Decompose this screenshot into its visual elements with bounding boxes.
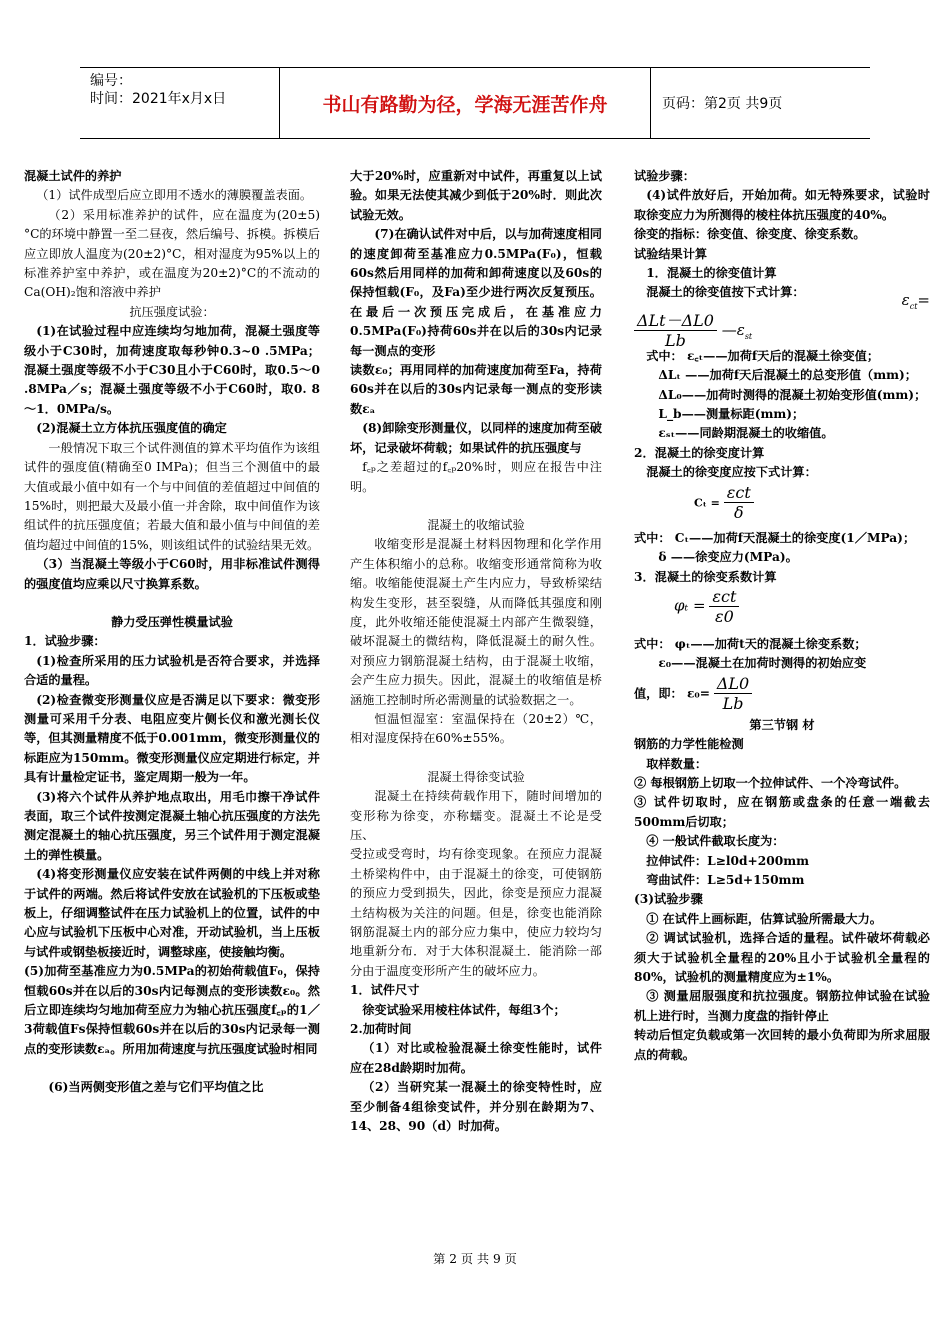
paragraph: ③ 试件切取时，应在钢筋或盘条的任意一端截去500mm后切取； [634,795,930,829]
formula-creep-value: $\frac{\text{ΔLt－ΔL0}}{Lb}$ $—\varepsilon_{st}$ $\varepsilon_{ct}=$ [634,305,930,347]
paragraph: 3．混凝土的徐变系数计算 [634,569,777,584]
paragraph: 混凝土的徐变度应按下式计算： [646,465,817,480]
paragraph: 试验结果计算 [634,246,708,261]
paragraph: L_b——测量标距(mm)； [658,407,805,422]
paragraph: 混凝土在持续荷载作用下，随时间增加的变形称为徐变，亦称蠕变。混凝土不论是受压、 [350,789,602,842]
paragraph: 徐变的指标：徐变值、徐变度、徐变系数。 [634,227,866,242]
formula-lhs: 值，即： ε₀= [634,686,710,701]
paragraph: 拉伸试件：L≥l0d+200mm [646,853,809,868]
paragraph: ① 在试件上画标距，估算试验所需最大力。 [646,911,882,926]
spacer [24,594,320,613]
paragraph: 试验步骤： [634,169,695,183]
paragraph: ③ 测量屈服强度和抗拉强度。钢筋拉伸试验在试验机上进行时，当测力度盘的指针停止 [634,989,930,1023]
paragraph: ε₀——混凝土在加荷时测得的初始应变 [658,656,867,671]
paragraph: 式中： ε꜀ₜ——加荷f天后的混凝土徐变值； [646,348,880,363]
paragraph: 1．试件尺寸 [350,983,420,998]
paragraph: 1．试验步骤： [24,634,106,649]
fraction-creep-degree [724,483,754,523]
column-1 [24,167,320,1098]
paragraph: 第三节钢 材 [749,717,815,732]
paragraph: 徐变试验采用棱柱体试件，每组3个； [362,1002,566,1017]
formula-numerator: ΔL0 [714,674,752,694]
paragraph: （2）采用标准养护的试件，应在温度为(20±5)°C的环境中静置一至二昼夜，然后编号、拆模。拆模后应立即放人温度为(20±2)°C，相对湿度为95%以上的标准养护室中养护，或在温度为20±2)°C的不流动的Ca(OH)₂饱和溶液中养护 [24,207,320,300]
paragraph: (2)检查微变形测量仪应是否满足以下要求：微变形测量可采用千分表、电阻应变片侧长仪和激光测长仪等，但其测量精度不低于0.001mm，微变形测量仪的标距应为150mm。微变形测量仪应定期进行标定，并具有计量检定证书，鉴定周期一般为一年。 [24,692,320,785]
paragraph: (3)将六个试件从养护地点取出，用毛巾擦干净试件表面，取三个试件按测定混凝土轴心抗压强度的方法先测定混凝土的轴心抗压强度，另三个试件用于测定混凝土的弹性模量。 [24,789,320,862]
formula-lhs: φₜ = [674,596,706,615]
formula-initial-strain [634,674,930,716]
paragraph: δ ——徐变应力(MPa)。 [658,550,798,565]
formula-lhs: Cₜ = [694,496,720,510]
paragraph: 一般情况下取三个试件测值的算术平均值作为该组试件的强度值(精确至0 IMPa)；但当三个测值中的最大值或最小值中如有一个与中间值的差值超过中间值的15%时，则把最大及最小值一并舍除，取中间值作为该组试件的抗压强度值；若最大值和最小值与中间值的差值均超过中间值的15%，则该组试件的试验结果无效。 [24,440,320,552]
paragraph: 静力受压弹性模量试验 [111,614,233,629]
paragraph: 2．混凝土的徐变度计算 [634,445,765,460]
time-label: 时间：2021年x月x日 [90,91,227,107]
fraction-initial-strain [714,674,752,714]
paragraph: f꜀ₚ之差超过的f꜀ₚ20%时，则应在报告中注明。 [350,460,602,494]
formula-tail: —ε [721,320,745,339]
paragraph: 式中： Cₜ——加荷f天混凝土的徐变度(1／MPa)； [634,530,916,545]
paragraph: （2）当研究某一混凝土的徐变特性时，应至少制备4组徐变试件，并分别在龄期为7、14、28、90（d）时加荷。 [350,1080,602,1134]
paragraph: （1）试件成型后应立即用不透水的薄膜覆盖表面。 [36,188,313,203]
paragraph: ② 每根钢筋上切取一个拉伸试件、一个冷弯试件。 [634,775,907,790]
paragraph: 收缩变形是混凝土材料因物理和化学作用产生体积缩小的总称。收缩变形通常简称为收缩。收缩能使混凝土产生内应力，导致桥梁结构发生变形，甚至裂缝，从而降低其强度和刚度，此外收缩还能使混凝土内部产生微裂缝，破坏混凝土的微结构，降低混凝土的耐久性。对预应力钢筋混凝土结构，由于混凝土收缩，会产生应力损失。因此，混凝土的收缩值是桥涵施工控制时所必需测量的试验数据之一。 [350,537,602,707]
formula-tail-sub: st [744,331,753,341]
paragraph: 抗压强度试验： [129,304,215,319]
paragraph: (4)试件放好后，开始加荷。如无特殊要求，试验时取徐变应力为所测得的棱柱体抗压强度的40%。 [634,188,930,222]
paragraph: 恒温恒湿室：室温保持在（20±2）℃，相对湿度保持在60%±55%。 [350,711,602,746]
paragraph: 弯曲试件：L≥5d+150mm [646,872,805,887]
formula-numerator: ΔLt－ΔL0 [634,311,717,331]
formula-denominator: Lb [665,331,686,351]
page-header [80,67,870,139]
paragraph: εₛₜ——同龄期混凝土的收缩值。 [658,426,834,441]
fraction-creep-coefficient [709,587,739,627]
header-motto: 书山有路勤为径，学海无涯苦作舟 [280,68,651,138]
formula-denominator: δ [733,503,744,523]
paragraph: （1）对比或检验混凝土徐变性能时，试件应在28d龄期时加荷。 [350,1041,602,1075]
page-footer: 第 2 页 共 9 页 [433,1252,517,1266]
paragraph: ④ 一般试件截取长度为： [646,834,785,849]
paragraph: (5)加荷至基准应力为0.5MPa的初始荷载值F₀，保持恒载60s并在以后的30s内记每测点的变形读数ε₀。然后立即连续均匀地加荷至应力为轴心抗压强度f꜀ₚ的1／3荷载值Fs保持恒载60s并在以后的30s内记录每一测点的变形读数εₐ。所用加荷速度与抗压强度试验时相同 [24,964,320,1056]
formula-denominator: ε0 [715,607,734,627]
paragraph: 混凝土的徐变值按下式计算： [646,285,805,300]
paragraph: 钢筋的力学性能检测 [634,737,744,752]
spacer [350,497,602,516]
formula-numerator: εct [709,587,739,607]
header-page-label: 页码：第2页 共9页 [662,96,783,112]
paragraph: （3）当混凝土等级小于C60时，用非标准试件测得的强度值均应乘以尺寸换算系数。 [24,557,320,591]
paragraph: (4)将变形测量仪应安装在试件两侧的中线上并对称于试件的两端。然后将试件安放在试验机的下压板或垫板上，仔细调整试件在压力试验机上的位置，试件的中心应与试验机下压板中心对准，开动试验机，当上压板与试件或钢垫板接近时，调整球座，使接触均衡。 [24,867,320,959]
paragraph: (3)试验步骤 [634,892,703,907]
paragraph: (1)检查所采用的压力试验机是否符合要求，并选择合适的量程。 [24,653,320,688]
fraction-creep-value [634,311,717,351]
spacer [350,749,602,768]
paragraph: 2.加荷时间 [350,1022,412,1037]
spacer [24,1059,320,1078]
column-2 [350,167,602,1137]
paragraph: 混凝土的收缩试验 [427,517,525,532]
formula-creep-degree [634,483,930,529]
column-3 [634,167,930,1065]
formula-lhs: ε [901,290,910,309]
formula-denominator: Lb [722,694,744,714]
formula-creep-coefficient [634,587,930,635]
paragraph: 混凝土得徐变试验 [427,769,525,784]
paragraph: 受拉或受弯时，均有徐变现象。在预应力混凝土桥梁构件中，由于混凝土的徐变，可使钢筋的预应力受到损失，因此，徐变是预应力混凝土结构极为关注的问题。但是，徐变也能消除钢筋混凝土内的部分应力集中，使应力较均匀地重新分布．对于大体积混凝土．能消除一部分由于温度变形所产生的破坏应力。 [350,847,602,978]
paragraph: 大于20%时，应重新对中试件，再重复以上试验。如果无法使其减少到低于20%时．则此次试验无效。 [350,169,602,222]
paragraph: 式中： φₜ——加荷t天的混凝土徐变系数； [634,636,867,651]
paragraph: (8)卸除变形测量仪，以同样的速度加荷至破坏，记录破坏荷载；如果试件的抗压强度与 [350,421,602,455]
paragraph: 混凝土试件的养护 [24,169,122,183]
paragraph: (2)混凝土立方体抗压强度值的确定 [36,421,227,436]
header-meta [80,68,280,138]
paragraph: ΔLₜ ——加荷f天后混凝土的总变形值（mm)； [658,368,917,383]
paragraph: (6)当两侧变形值之差与它们平均值之比 [48,1080,264,1095]
paragraph: 转动后恒定负载或第一次回转的最小负荷即为所求屈服点的荷载。 [634,1028,930,1062]
serial-label: 编号： [90,73,132,89]
paragraph: ΔL₀——加荷时测得的混凝土初始变形值(mm)； [658,387,927,402]
paragraph: 读数ε₀；再用同样的加荷速度加荷至Fa，持荷60s并在以后的30s内记录每一测点的变形读数εₐ [350,363,602,416]
paragraph: ② 调试试验机，选择合适的量程。试件破坏荷载必须大于试验机全量程的20%且小于试验机全量程的80%，试验机的测量精度应为±1%。 [634,931,930,984]
paragraph: (1)在试验过程中应连续均匀地加荷，混凝土强度等级小于C30时，加荷速度取每秒钟0.3~0 .5MPa；混凝土强度等级不小于C30且小于C60时，取0.5～0 .8MPa／s；混凝土强度等级不小于C60时，取0. 8～1．0MPa/s。 [24,324,320,416]
formula-numerator: εct [724,483,754,503]
paragraph: 1．混凝土的徐变值计算 [646,266,777,281]
paragraph: 取样数量： [646,756,708,771]
paragraph: (7)在确认试件对中后，以与加荷速度相同的速度卸荷至基准应力0.5MPa(F₀)，恒载60s然后用同样的加荷和卸荷速度以及60s的保持恒载(F₀，及Fa)至少进行两次反复预压。在最后一次预压完成后，在基准应力0.5MPa(F₀)持荷60s并在以后的30s内记录每一测点的变形 [350,227,602,358]
formula-lhs-sub: ct [909,301,918,311]
